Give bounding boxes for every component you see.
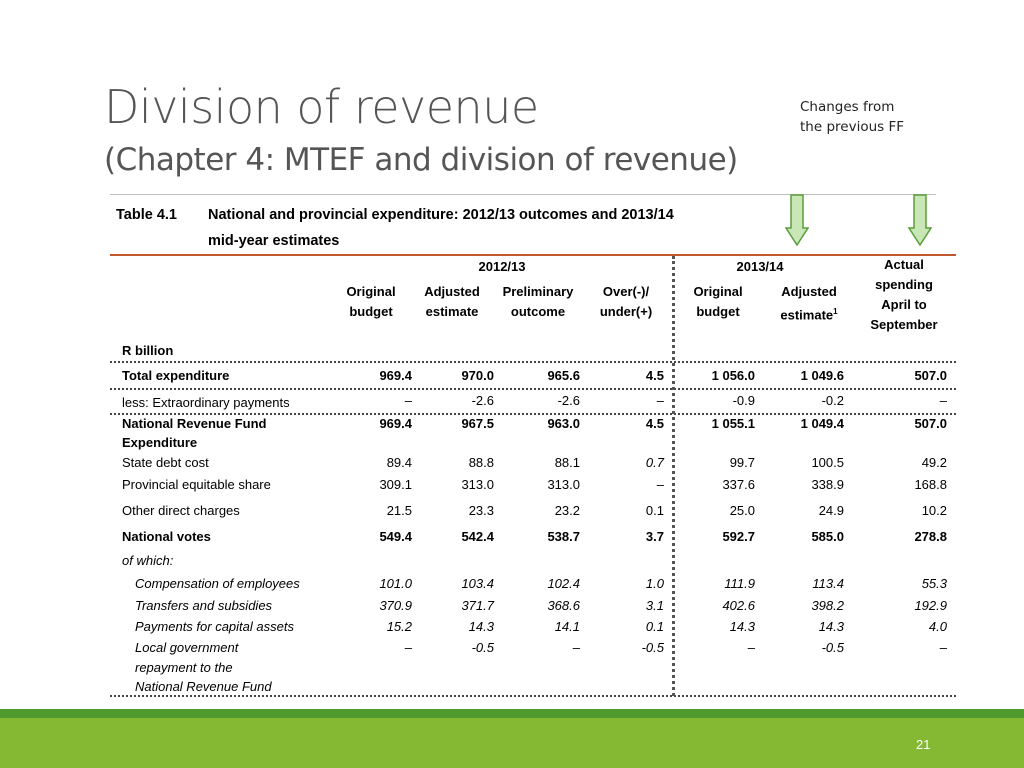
column-header: Over(-)/ under(+) [599, 284, 653, 319]
arrow-down-icon [785, 194, 809, 246]
table-caption-line1: National and provincial expenditure: 2012/13 outcomes and 2013/14 [208, 207, 674, 223]
dotted-rule [110, 413, 956, 415]
table-row: Total expenditure 969.4 970.0 965.6 4.5 1 056.0 1 049.6 507.0 [122, 368, 947, 383]
column-header: Preliminary outcome [502, 284, 574, 319]
page-number: 21 [916, 737, 931, 752]
table-row: of which: [122, 553, 174, 568]
table-row: National Revenue Fund 969.4 967.5 963.0 4.5 1 055.1 1 049.4 507.0 [122, 416, 947, 431]
group-header-2013: 2013/14 [736, 259, 784, 274]
changes-note [800, 97, 904, 137]
unit-label: R billion [122, 343, 174, 358]
table-row: Provincial equitable share 309.1 313.0 313.0 – 337.6 338.9 168.8 [122, 477, 947, 492]
changes-note-line: Changes from [800, 99, 895, 115]
table-row: National votes 549.4 542.4 538.7 3.7 592.7 585.0 278.8 [122, 529, 947, 544]
column-header: Actual spending April to September [870, 257, 938, 332]
table-row: Compensation of employees 101.0 103.4 102.4 1.0 111.9 113.4 55.3 [135, 576, 947, 591]
row-label-continued: repayment to the [135, 660, 233, 675]
slide-subtitle: (Chapter 4: MTEF and division of revenue) [104, 142, 738, 178]
group-header-2012: 2012/13 [478, 259, 526, 274]
table-caption [116, 207, 674, 223]
table-row: State debt cost 89.4 88.8 88.1 0.7 99.7 100.5 49.2 [122, 455, 947, 470]
title-divider [110, 194, 936, 195]
column-header: Adjusted estimate [424, 284, 480, 319]
table-row: Other direct charges 21.5 23.3 23.2 0.1 25.0 24.9 10.2 [122, 503, 947, 518]
footer-bar [0, 718, 1024, 768]
dotted-rule [110, 388, 956, 390]
table-row: Payments for capital assets 15.2 14.3 14.1 0.1 14.3 14.3 4.0 [135, 619, 947, 634]
arrow-down-icon [908, 194, 932, 246]
dotted-rule [110, 695, 956, 697]
table-row: Transfers and subsidies 370.9 371.7 368.6 3.1 402.6 398.2 192.9 [135, 598, 947, 613]
table-number: Table 4.1 [116, 207, 177, 223]
table-row: Local government – -0.5 – -0.5 – -0.5 – [135, 640, 947, 655]
column-header: Original budget [693, 284, 743, 319]
slide-title: Division of revenue [104, 80, 539, 134]
table-row: less: Extraordinary payments – -2.6 -2.6 – -0.9 -0.2 – [122, 393, 947, 410]
row-label-continued: National Revenue Fund [135, 679, 272, 694]
table-caption-line2: mid-year estimates [208, 233, 340, 249]
changes-note-line: the previous FF [800, 119, 904, 135]
table-top-rule [110, 254, 956, 256]
dotted-rule [110, 361, 956, 363]
footer-stripe [0, 709, 1024, 718]
column-header: Adjusted estimate$^1$ [780, 284, 838, 323]
row-label-continued: Expenditure [122, 435, 198, 450]
column-header: Original budget [346, 284, 396, 319]
year-separator [672, 256, 675, 696]
